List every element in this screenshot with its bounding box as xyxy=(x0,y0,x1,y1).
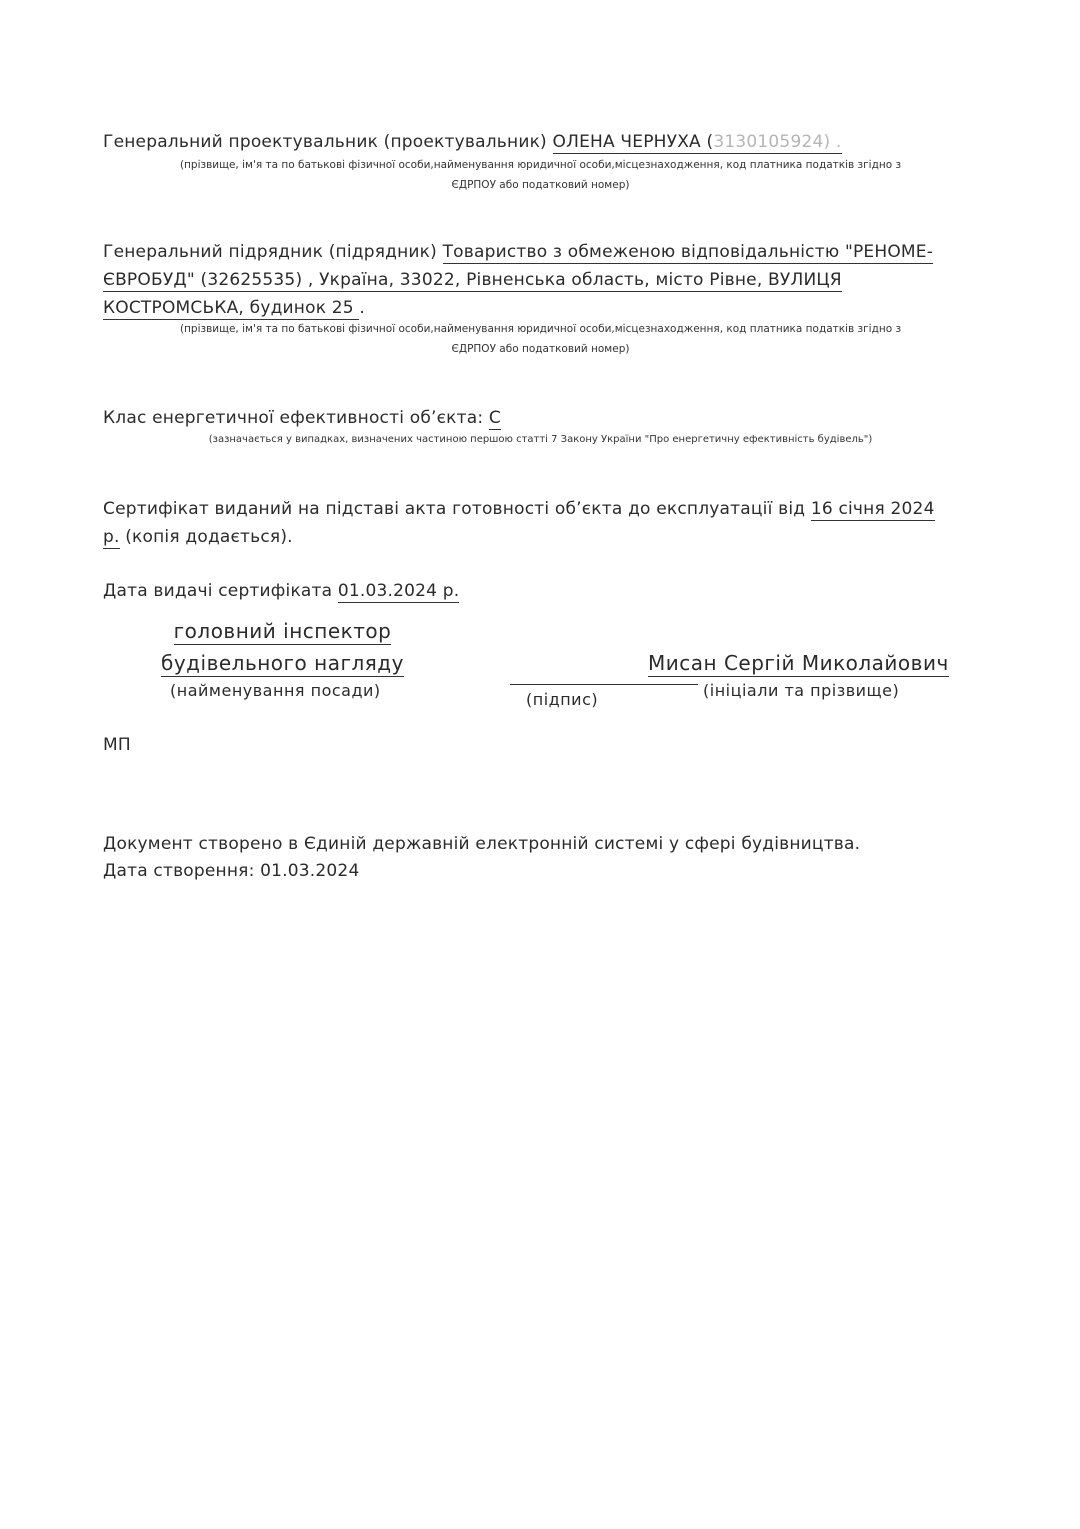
position-block xyxy=(150,615,415,679)
position-line-2: будівельного нагляду xyxy=(161,651,404,675)
designer-row xyxy=(103,128,842,156)
position-hint: (найменування посади) xyxy=(170,681,381,700)
designer-label: Генеральний проектувальник (проектувальник) xyxy=(103,132,547,152)
footer-line-1: Документ створено в Єдиній державній електронній системі у сфері будівництва. xyxy=(103,834,861,854)
issue-date: 01.03.2024 р. xyxy=(337,581,460,601)
certificate-row-1 xyxy=(103,495,935,523)
contractor-value-1: Товариство з обмеженою відповідальністю "РЕНОМЕ- xyxy=(442,242,934,262)
contractor-label: Генеральний підрядник (підрядник) xyxy=(103,242,437,262)
energy-value: C xyxy=(488,408,501,428)
issue-row xyxy=(103,577,459,605)
contractor-value-2: ЄВРОБУД" (32625535) , Україна, 33022, Рівненська область, місто Рівне, ВУЛИЦЯ xyxy=(103,270,842,290)
designer-name: ОЛЕНА ЧЕРНУХА ( xyxy=(552,132,714,152)
contractor-value-3: КОСТРОМСЬКА, будинок 25 xyxy=(103,298,360,318)
signature-hint: (підпис) xyxy=(526,690,599,709)
energy-label: Клас енергетичної ефективності об’єкта: xyxy=(103,408,484,428)
footer-line-2: Дата створення: 01.03.2024 xyxy=(103,861,360,881)
designer-hint-2: ЄДРПОУ або податковий номер) xyxy=(451,179,630,191)
designer-hint-1: (прізвище, ім'я та по батькові фізичної особи,найменування юридичної особи,місцезнаходження, код платника податків згідно з xyxy=(179,159,902,171)
certificate-row-2 xyxy=(103,523,293,551)
official-name: Мисан Сергій Миколайович xyxy=(648,651,949,675)
contractor-row-1 xyxy=(103,238,933,266)
official-name-block xyxy=(648,647,949,679)
signature-line xyxy=(510,684,698,685)
contractor-hint-1: (прізвище, ім'я та по батькові фізичної особи,найменування юридичної особи,місцезнаходження, код платника податків згідно з xyxy=(179,323,902,335)
contractor-row-2 xyxy=(103,266,842,294)
energy-hint: (зазначається у випадках, визначених частиною першою статті 7 Закону України "Про енергетичну ефективність будівель") xyxy=(208,434,873,445)
certificate-date: 16 січня 2024 xyxy=(810,499,935,519)
position-line-1: головний інспектор xyxy=(173,619,392,643)
official-name-hint: (ініціали та прізвище) xyxy=(703,681,900,700)
certificate-copy-note: (копія додається). xyxy=(125,527,293,547)
certificate-date-suffix: р. xyxy=(103,527,120,547)
issue-label: Дата видачі сертифіката xyxy=(103,581,333,601)
designer-code: 3130105924) . xyxy=(713,132,842,152)
contractor-hint-2: ЄДРПОУ або податковий номер) xyxy=(451,343,630,355)
contractor-suffix: . xyxy=(359,298,366,318)
stamp-label: МП xyxy=(103,735,131,755)
energy-row xyxy=(103,404,501,432)
certificate-text: Сертифікат виданий на підставі акта готовності об’єкта до експлуатації від xyxy=(103,499,806,519)
contractor-row-3 xyxy=(103,294,365,322)
